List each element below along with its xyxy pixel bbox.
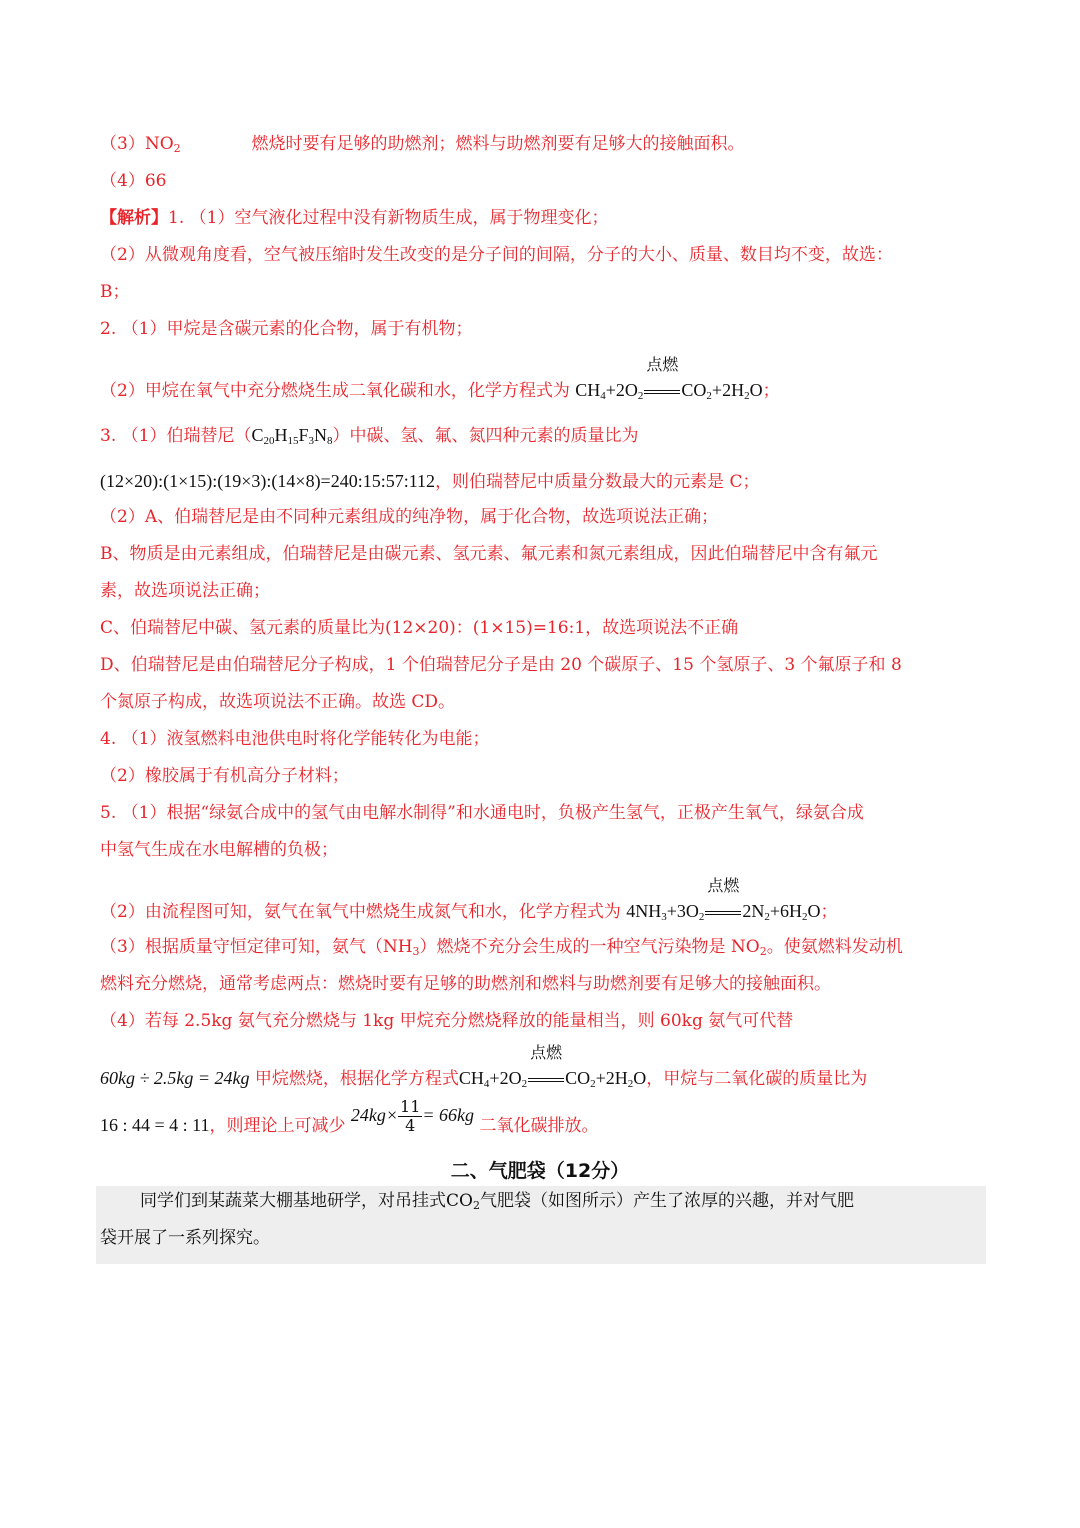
brigatinib-formula: $C_{20}H_{15}F_3N_8$ xyxy=(251,425,333,447)
mass-ratio-expression: (12×20):(1×15):(19×3):(14×8)=240:15:57:112 xyxy=(100,471,436,491)
analysis-1b-line1: （2）从微观角度看，空气被压缩时发生改变的是分子间的间隔，分子的大小、质量、数目均不变，故选： xyxy=(100,245,893,265)
methane-equation-right: $CO_2+2H_2O$ xyxy=(681,380,763,402)
reaction-condition: 点燃 xyxy=(643,380,681,402)
analysis-5a-line1: 5. （1）根据“绿氨合成中的氢气由电解水制得”和水通电时，负极产生氢气，正极产生氧气，绿氨合成 xyxy=(100,803,864,823)
analysis-3a-ratio: (12×20):(1×15):(19×3):(14×8)=240:15:57:112，则伯瑞替尼中质量分数最大的元素是 C； xyxy=(100,471,760,492)
reaction-condition: 点燃 xyxy=(527,1068,565,1090)
analysis-4a: 4. （1）液氢燃料电池供电时将化学能转化为电能； xyxy=(100,729,490,749)
analysis-3a: 3. （1）伯瑞替尼$(C_{20}H_{15}F_3N_8)$中碳、氢、氟、氮四种元素的质量比为 xyxy=(100,425,639,447)
analysis-5c-line2: 燃料充分燃烧，通常考虑两点：燃烧时要有足够的助燃剂和燃料与助燃剂要有足够大的接触面积。 xyxy=(100,974,831,994)
analysis-5e: 60kg ÷ 2.5kg = 24kg 甲烷燃烧，根据化学方程式$CH_4+2O_2$ 点燃 $CO_2+2H_2O$，甲烷与二氧化碳的质量比为 xyxy=(100,1043,868,1090)
ammonia-equation-left: $4NH_3+3O_2$ xyxy=(626,901,705,923)
ratio-expression: 16 : 44 = 4 : 11 xyxy=(100,1115,210,1135)
section-title: 二、气肥袋（12分） xyxy=(450,1160,630,1182)
analysis-5c-line1: （3）根据质量守恒定律可知，氨气$(NH_3)$燃烧不充分会生成的一种空气污染物是 $NO_2$。使氨燃料发动机 xyxy=(100,937,903,958)
ammonia-equation-right: $2N_2+6H_2O$ xyxy=(742,901,821,923)
analysis-5b: （2）由流程图可知，氨气在氧气中燃烧生成氮气和水，化学方程式为 $4NH_3+3O_2$ 点燃 $2N_2+6H_2O$； xyxy=(100,876,838,923)
analysis-3c-line2: 素，故选项说法正确； xyxy=(100,581,270,601)
intro-line2: 袋开展了一系列探究。 xyxy=(100,1228,270,1248)
analysis-3d: C、伯瑞替尼中碳、氢元素的质量比为(12×20)：(1×15)=16:1，故选项说法不正确 xyxy=(100,618,739,638)
analysis-2b: （2）甲烷在氧气中充分燃烧生成二氧化碳和水，化学方程式为 $CH_4+2O_2$ 点燃 $CO_2+2H_2O$； xyxy=(100,355,780,402)
answer-3: $(3)NO_2$ 燃烧时要有足够的助燃剂；燃料与助燃剂要有足够大的接触面积。 xyxy=(100,134,745,155)
reaction-condition: 点燃 xyxy=(704,901,742,923)
analysis-3e-line1: D、伯瑞替尼是由伯瑞替尼分子构成，1 个伯瑞替尼分子是由 20 个碳原子、15 个氢原子、3 个氟原子和 8 xyxy=(100,655,902,675)
methane-equation-right: $CO_2+2H_2O$ xyxy=(565,1068,647,1090)
analysis-3e-line2: 个氮原子构成，故选项说法不正确。故选 CD。 xyxy=(100,692,456,712)
analysis-1: 【解析】1. （1）空气液化过程中没有新物质生成，属于物理变化； xyxy=(100,208,609,228)
fraction-11-over-4: $\frac{11}{4}$ xyxy=(400,1097,421,1135)
intro-line1: 同学们到某蔬菜大棚基地研学，对吊挂式$CO_2$气肥袋（如图所示）产生了浓厚的兴趣，并对气肥 xyxy=(140,1191,854,1212)
ammonia-mass-expression: 60kg ÷ 2.5kg = 24kg xyxy=(100,1068,250,1088)
analysis-3c-line1: B、物质是由元素组成，伯瑞替尼是由碳元素、氢元素、氟元素和氮元素组成，因此伯瑞替尼中含有氟元 xyxy=(100,544,878,564)
analysis-5f: 16 : 44 = 4 : 11，则理论上可减少 24kg× $\frac{11}{4}$ = 66kg 二氧化碳排放。 xyxy=(100,1097,599,1136)
analysis-2a: 2. （1）甲烷是含碳元素的化合物，属于有机物； xyxy=(100,319,473,339)
analysis-5d: （4）若每 2.5kg 氨气充分燃烧与 1kg 甲烷充分燃烧释放的能量相当，则 60kg 氨气可代替 xyxy=(100,1011,794,1031)
methane-equation-left: $CH_4+2O_2$ xyxy=(575,380,644,402)
analysis-5a-line2: 中氢气生成在水电解槽的负极； xyxy=(100,840,338,860)
analysis-1b-line2: B； xyxy=(100,282,130,302)
analysis-3b: （2）A、伯瑞替尼是由不同种元素组成的纯净物，属于化合物，故选项说法正确； xyxy=(100,507,719,527)
methane-equation-left: $CH_4+2O_2$ xyxy=(458,1068,528,1090)
answer-4: （4）66 xyxy=(100,171,167,191)
analysis-4b: （2）橡胶属于有机高分子材料； xyxy=(100,766,349,786)
